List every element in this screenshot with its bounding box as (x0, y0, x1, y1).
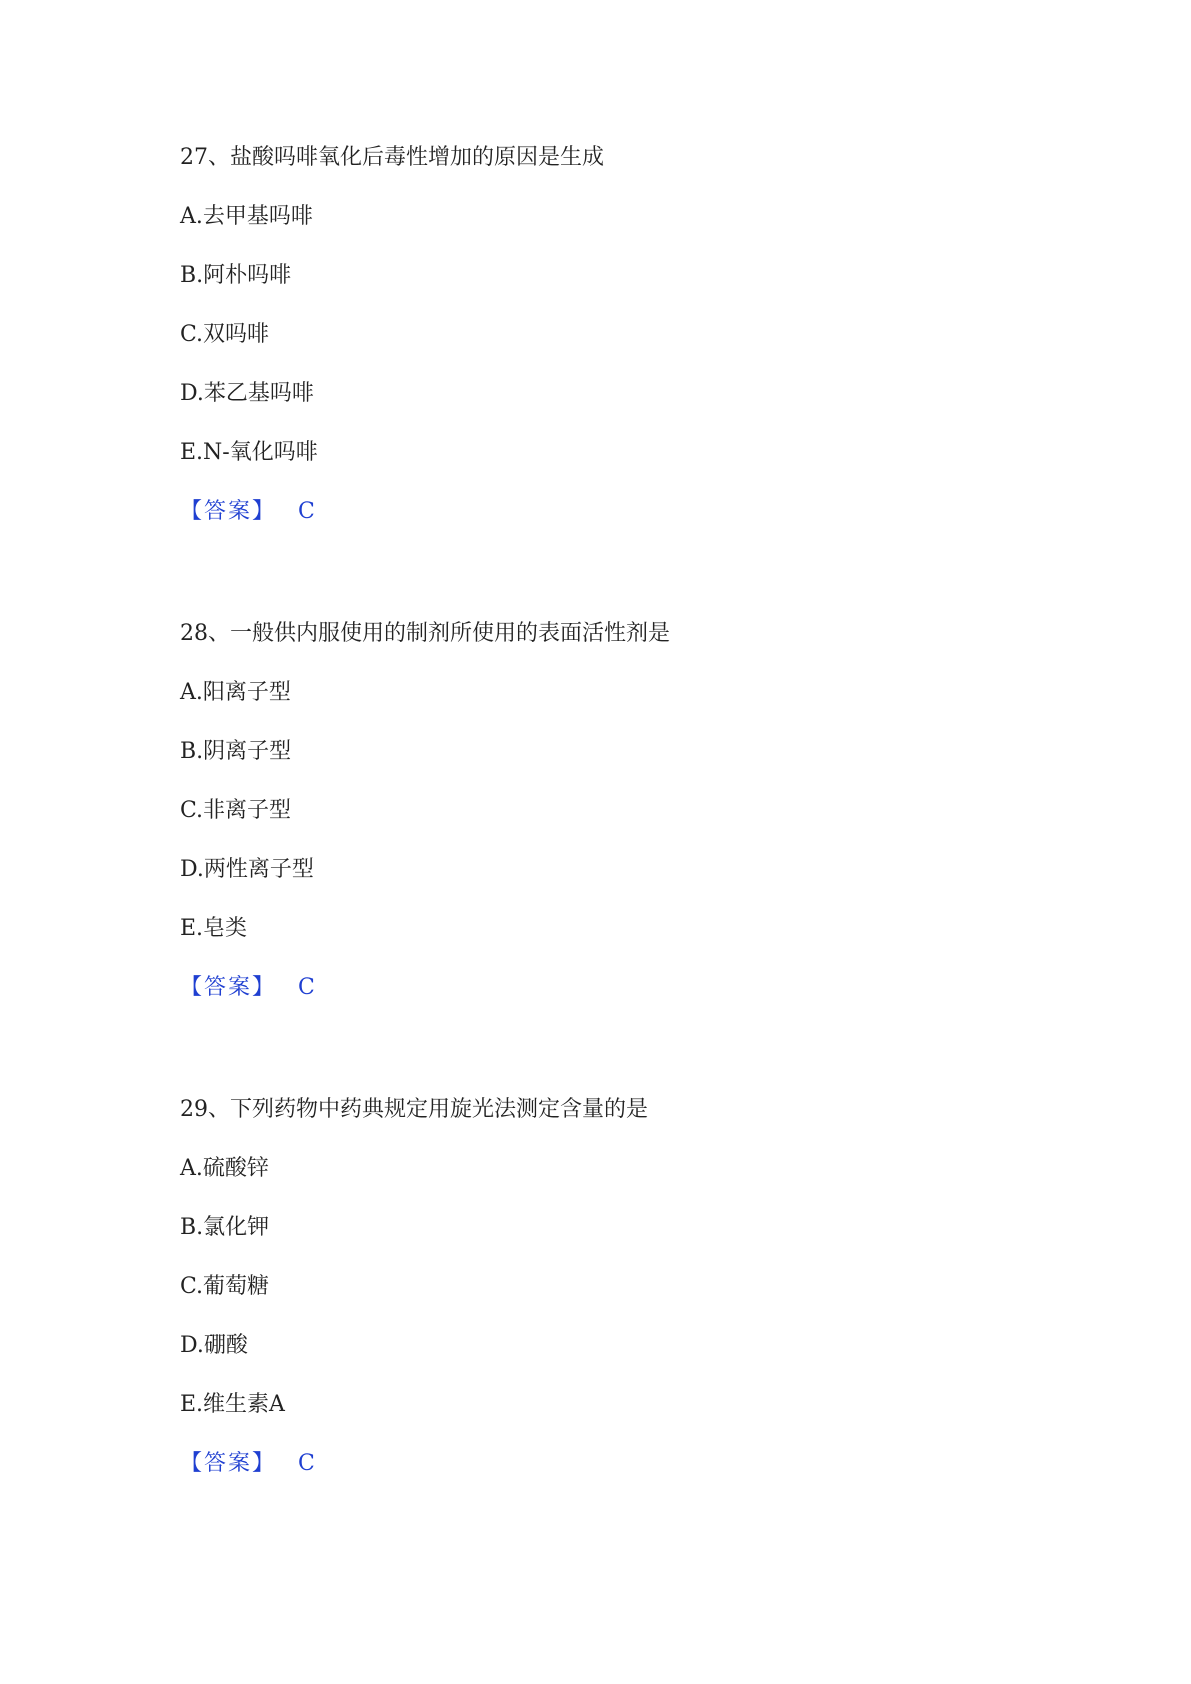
question-stem: 29、下列药物中药典规定用旋光法测定含量的是 (180, 1097, 648, 1122)
option-a: A.去甲基吗啡 (180, 204, 313, 229)
answer-label: 【答案】 (180, 1451, 277, 1476)
answer-line (180, 1443, 1080, 1502)
option-e: E.维生素A (180, 1392, 285, 1417)
answer-value: C (298, 975, 315, 1000)
question-27 (180, 137, 1080, 550)
option-b: B.阿朴吗啡 (180, 263, 292, 288)
question-29 (180, 1089, 1080, 1502)
option-b: B.阴离子型 (180, 739, 292, 764)
question-stem: 27、盐酸吗啡氧化后毒性增加的原因是生成 (180, 145, 604, 170)
option-a: A.硫酸锌 (180, 1156, 269, 1181)
answer-value: C (298, 499, 315, 524)
option-d: D.硼酸 (180, 1333, 248, 1358)
question-stem: 28、一般供内服使用的制剂所使用的表面活性剂是 (180, 621, 670, 646)
option-e: E.N-氧化吗啡 (180, 440, 318, 465)
answer-label: 【答案】 (180, 975, 277, 1000)
option-c: C.非离子型 (180, 798, 292, 823)
option-d: D.苯乙基吗啡 (180, 381, 314, 406)
option-b: B.氯化钾 (180, 1215, 270, 1240)
option-d: D.两性离子型 (180, 857, 314, 882)
option-c: C.葡萄糖 (180, 1274, 270, 1299)
option-e: E.皂类 (180, 916, 248, 941)
answer-value: C (298, 1451, 315, 1476)
option-c: C.双吗啡 (180, 322, 270, 347)
answer-line (180, 967, 1080, 1026)
answer-line (180, 491, 1080, 550)
question-28 (180, 613, 1080, 1026)
option-a: A.阳离子型 (180, 680, 291, 705)
answer-label: 【答案】 (180, 499, 277, 524)
